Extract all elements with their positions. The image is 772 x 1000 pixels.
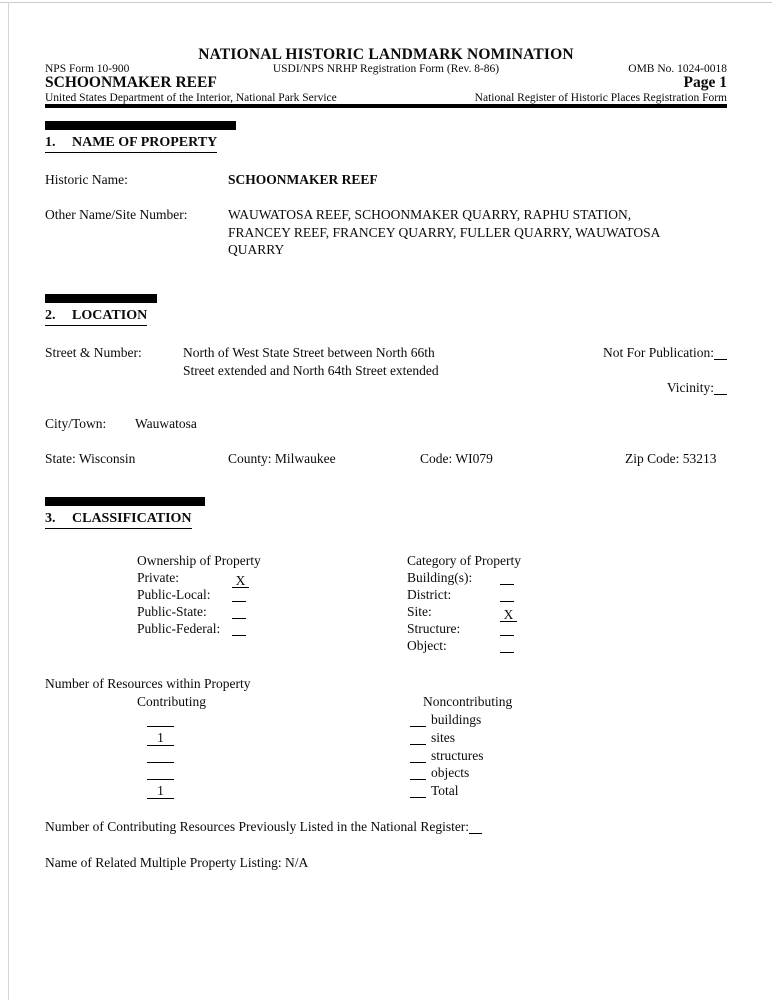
category-value-cell <box>500 588 514 602</box>
zip-field <box>625 451 717 467</box>
ownership-value-cell: X <box>232 574 249 588</box>
section1-heading <box>45 135 217 153</box>
previously-listed-field <box>45 819 482 835</box>
ownership-row-public-local <box>137 587 246 603</box>
category-row-district <box>407 587 514 603</box>
ownership-label: Public-Local: <box>137 587 211 602</box>
category-value-cell <box>500 622 514 636</box>
ownership-row-public-state <box>137 604 246 620</box>
noncontributing-blank <box>410 731 426 745</box>
ownership-heading: Ownership of Property <box>137 553 261 568</box>
ownership-value-cell <box>232 588 246 602</box>
category-label: District: <box>407 587 452 602</box>
noncontributing-row-total <box>410 783 459 799</box>
category-row-site <box>407 604 517 622</box>
section1-bar <box>45 121 236 130</box>
scan-edge-top <box>0 2 772 3</box>
section2-heading <box>45 308 147 326</box>
state-label: State: <box>45 451 76 466</box>
section2-title: LOCATION <box>72 308 148 323</box>
ownership-value-cell <box>232 622 246 636</box>
category-label: Object: <box>407 638 447 653</box>
resources-heading: Number of Resources within Property <box>45 676 251 691</box>
ownership-label: Public-State: <box>137 604 207 619</box>
form-title: NATIONAL HISTORIC LANDMARK NOMINATION <box>198 46 574 63</box>
category-label: Site: <box>407 604 432 619</box>
previously-listed-blank <box>469 820 482 834</box>
noncontributing-row-objects <box>410 765 469 781</box>
contributing-cell-total: 1 <box>147 782 174 800</box>
historic-name-label: Historic Name: <box>45 172 128 187</box>
other-name-line: QUARRY <box>228 242 285 258</box>
state-value: Wisconsin <box>78 451 136 466</box>
section3-bar <box>45 497 205 506</box>
agency-line: United States Department of the Interior, National Park Service <box>45 92 337 104</box>
category-label: Structure: <box>407 621 461 636</box>
city-town-label: City/Town: <box>45 416 107 431</box>
ownership-row-public-federal <box>137 621 246 637</box>
noncontributing-label: sites <box>431 730 456 745</box>
form-number: NPS Form 10-900 <box>45 63 130 75</box>
header-rule <box>45 104 727 108</box>
section1-number: 1. <box>45 135 56 150</box>
contributing-heading: Contributing <box>137 694 207 709</box>
code-field <box>420 451 493 467</box>
multiple-property-field <box>45 855 308 871</box>
noncontributing-row-buildings <box>410 712 481 728</box>
form-revision: USDI/NPS NRHP Registration Form (Rev. 8-86) <box>272 63 500 75</box>
county-field <box>228 451 336 467</box>
county-label: County: <box>228 451 272 466</box>
vicinity-blank <box>714 381 727 395</box>
noncontributing-blank <box>410 713 426 727</box>
code-value: WI079 <box>455 451 493 466</box>
ownership-row-private <box>137 570 249 588</box>
category-value-cell <box>500 639 514 653</box>
zip-label: Zip Code: <box>625 451 680 466</box>
noncontributing-blank <box>410 784 426 798</box>
category-row-buildings <box>407 570 514 586</box>
street-number-value <box>183 344 439 379</box>
noncontributing-label: buildings <box>431 712 482 727</box>
ownership-label: Private: <box>137 570 179 585</box>
other-name-line: WAUWATOSA REEF, SCHOONMAKER QUARRY, RAPHU STATION, <box>228 207 632 222</box>
street-line: Street extended and North 64th Street extended <box>183 362 439 378</box>
not-for-publication-blank <box>714 346 727 360</box>
other-name-value <box>228 206 660 259</box>
vicinity-label: Vicinity: <box>666 380 714 395</box>
category-value-cell <box>500 571 514 585</box>
vicinity-field <box>667 380 727 396</box>
not-for-publication-field <box>603 345 727 361</box>
section2-number: 2. <box>45 308 56 323</box>
street-line: North of West State Street between North 66th <box>183 345 435 360</box>
section2-bar <box>45 294 157 303</box>
category-row-object <box>407 638 514 654</box>
state-field <box>45 451 135 467</box>
city-town-value: Wauwatosa <box>135 416 197 431</box>
contributing-cell-sites: 1 <box>147 729 174 747</box>
other-name-line: FRANCEY REEF, FRANCEY QUARRY, FULLER QUARRY, WAUWATOSA <box>228 224 661 240</box>
not-for-publication-label: Not For Publication: <box>603 345 714 360</box>
street-number-label: Street & Number: <box>45 345 142 360</box>
section1-title: NAME OF PROPERTY <box>72 135 218 150</box>
noncontributing-heading: Noncontributing <box>423 694 513 709</box>
category-row-structure <box>407 621 514 637</box>
code-label: Code: <box>420 451 453 466</box>
section3-heading <box>45 511 192 529</box>
county-value: Milwaukee <box>274 451 336 466</box>
category-label: Building(s): <box>407 570 473 585</box>
noncontributing-row-structures <box>410 748 483 764</box>
noncontributing-blank <box>410 749 426 763</box>
zip-value: 53213 <box>682 451 717 466</box>
ownership-label: Public-Federal: <box>137 621 221 636</box>
section3-title: CLASSIFICATION <box>72 511 192 526</box>
register-form-line: National Register of Historic Places Registration Form <box>474 92 727 104</box>
page-number: Page 1 <box>683 74 727 91</box>
omb-number: OMB No. 1024-0018 <box>628 63 727 75</box>
noncontributing-row-sites <box>410 730 455 746</box>
multiple-property-value: N/A <box>284 855 309 870</box>
historic-name-value: SCHOONMAKER REEF <box>228 172 378 187</box>
scan-edge-left <box>8 2 9 1000</box>
other-name-label: Other Name/Site Number: <box>45 207 188 222</box>
property-name-header: SCHOONMAKER REEF <box>45 74 217 91</box>
previously-listed-label: Number of Contributing Resources Previously Listed in the National Register: <box>45 819 470 834</box>
multiple-property-label: Name of Related Multiple Property Listing: <box>45 855 282 870</box>
noncontributing-label: objects <box>431 765 470 780</box>
noncontributing-label: structures <box>431 748 484 763</box>
category-value-cell: X <box>500 608 517 622</box>
noncontributing-blank <box>410 766 426 780</box>
category-heading: Category of Property <box>407 553 521 568</box>
section3-number: 3. <box>45 511 56 526</box>
noncontributing-label: Total <box>431 783 459 798</box>
ownership-value-cell <box>232 605 246 619</box>
